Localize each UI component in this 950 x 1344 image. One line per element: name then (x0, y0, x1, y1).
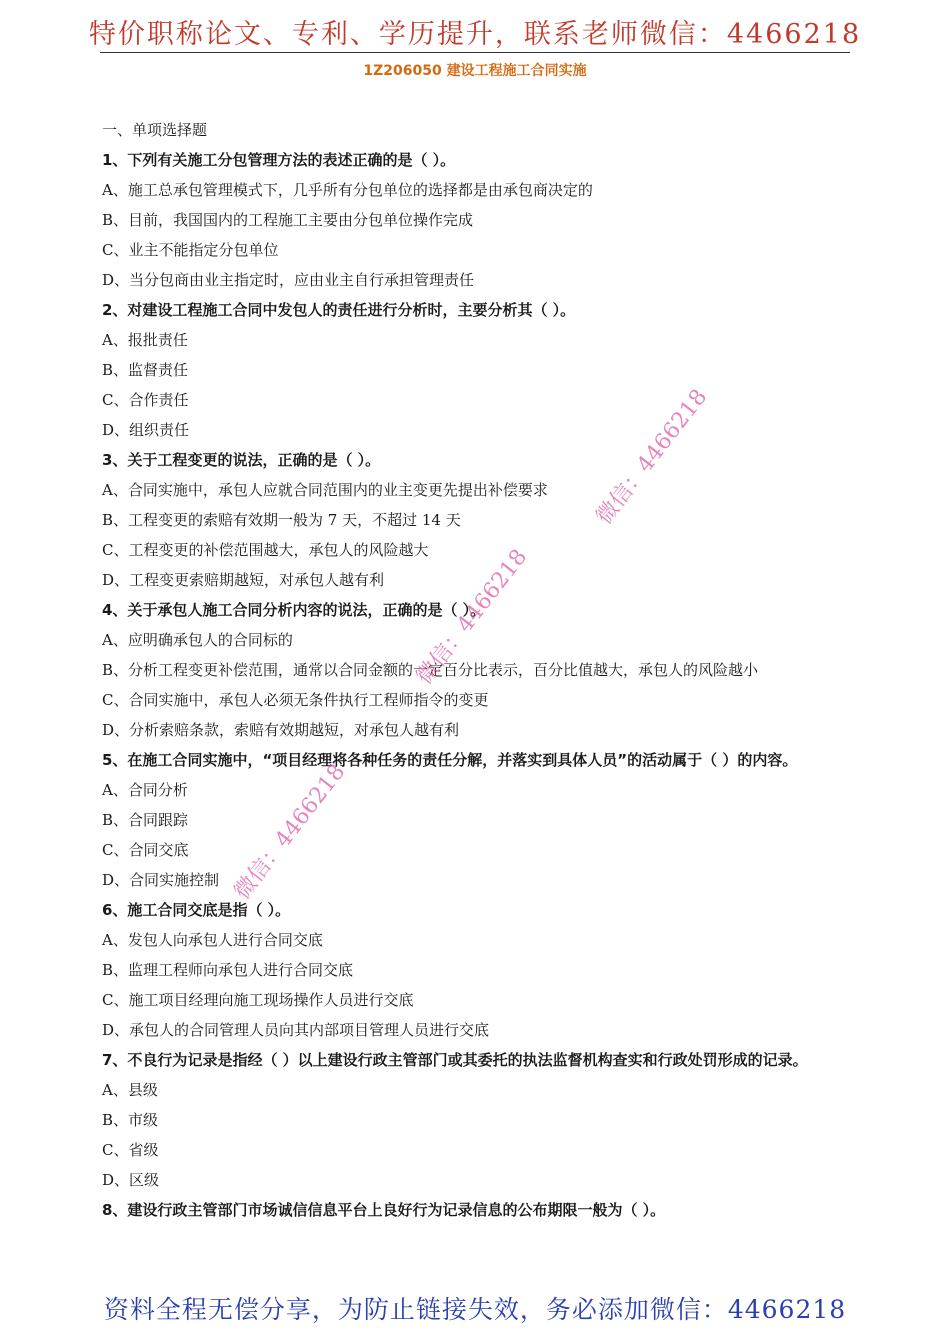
bottom-promo-banner: 资料全程无偿分享，为防止链接失效，务必添加微信：4466218 (103, 1295, 847, 1324)
question-stem: 1、下列有关施工分包管理方法的表述正确的是（ ）。 (102, 151, 456, 169)
question-stem: 2、对建设工程施工合同中发包人的责任进行分析时，主要分析其（ ）。 (102, 301, 576, 319)
watermark: 微信：4466218 (591, 384, 713, 530)
answer-option: B、工程变更的索赔有效期一般为 7 天，不超过 14 天 (102, 511, 461, 529)
answer-option: A、应明确承包人的合同标的 (102, 631, 293, 649)
document-body (102, 115, 850, 1225)
answer-option: D、区级 (102, 1171, 160, 1189)
answer-option: B、监理工程师向承包人进行合同交底 (102, 961, 354, 979)
answer-option: B、市级 (102, 1111, 159, 1129)
answer-option: D、承包人的合同管理人员向其内部项目管理人员进行交底 (102, 1021, 490, 1039)
answer-option: C、工程变更的补偿范围越大，承包人的风险越大 (102, 541, 429, 559)
answer-option: B、监督责任 (102, 361, 189, 379)
answer-option: C、合同实施中，承包人必须无条件执行工程师指令的变更 (102, 691, 489, 709)
answer-option: D、分析索赔条款，索赔有效期越短，对承包人越有利 (102, 721, 460, 739)
answer-option: D、组织责任 (102, 421, 190, 439)
question-stem: 3、关于工程变更的说法，正确的是（ ）。 (102, 451, 381, 469)
answer-option: C、合同交底 (102, 841, 189, 859)
answer-option: C、省级 (102, 1141, 159, 1159)
answer-option: D、合同实施控制 (102, 871, 220, 889)
answer-option: A、施工总承包管理模式下，几乎所有分包单位的选择都是由承包商决定的 (102, 181, 593, 199)
answer-option: A、合同实施中，承包人应就合同范围内的业主变更先提出补偿要求 (102, 481, 548, 499)
section-title: 1Z206050 建设工程施工合同实施 (363, 63, 587, 79)
question-stem: 8、建设行政主管部门市场诚信信息平台上良好行为记录信息的公布期限一般为（ ）。 (102, 1201, 666, 1219)
question-stem: 5、在施工合同实施中，“项目经理将各种任务的责任分解，并落实到具体人员”的活动属于（ ）的内容。 (102, 751, 798, 769)
answer-option: D、工程变更索赔期越短，对承包人越有利 (102, 571, 385, 589)
answer-option: C、业主不能指定分包单位 (102, 241, 279, 259)
answer-option: B、合同跟踪 (102, 811, 189, 829)
header-divider (100, 52, 850, 53)
watermark: 微信：4466218 (411, 544, 533, 690)
answer-option: A、发包人向承包人进行合同交底 (102, 931, 323, 949)
answer-option: C、合作责任 (102, 391, 189, 409)
section-heading: 一、单项选择题 (102, 121, 208, 139)
watermark: 微信：4466218 (229, 759, 351, 905)
answer-option: B、目前，我国国内的工程施工主要由分包单位操作完成 (102, 211, 474, 229)
top-promo-banner: 特价职称论文、专利、学历提升，联系老师微信：4466218 (88, 19, 862, 50)
question-stem: 6、施工合同交底是指（ ）。 (102, 901, 291, 919)
question-list (102, 145, 850, 1225)
question-stem: 4、关于承包人施工合同分析内容的说法，正确的是（ ）。 (102, 601, 486, 619)
answer-option: D、当分包商由业主指定时，应由业主自行承担管理责任 (102, 271, 475, 289)
question-stem: 7、不良行为记录是指经（ ）以上建设行政主管部门或其委托的执法监督机构查实和行政处罚形成的记录。 (102, 1051, 808, 1069)
answer-option: B、分析工程变更补偿范围，通常以合同金额的一定百分比表示，百分比值越大，承包人的风险越小 (102, 661, 759, 679)
answer-option: A、合同分析 (102, 781, 188, 799)
answer-option: A、报批责任 (102, 331, 188, 349)
answer-option: C、施工项目经理向施工现场操作人员进行交底 (102, 991, 414, 1009)
answer-option: A、县级 (102, 1081, 158, 1099)
